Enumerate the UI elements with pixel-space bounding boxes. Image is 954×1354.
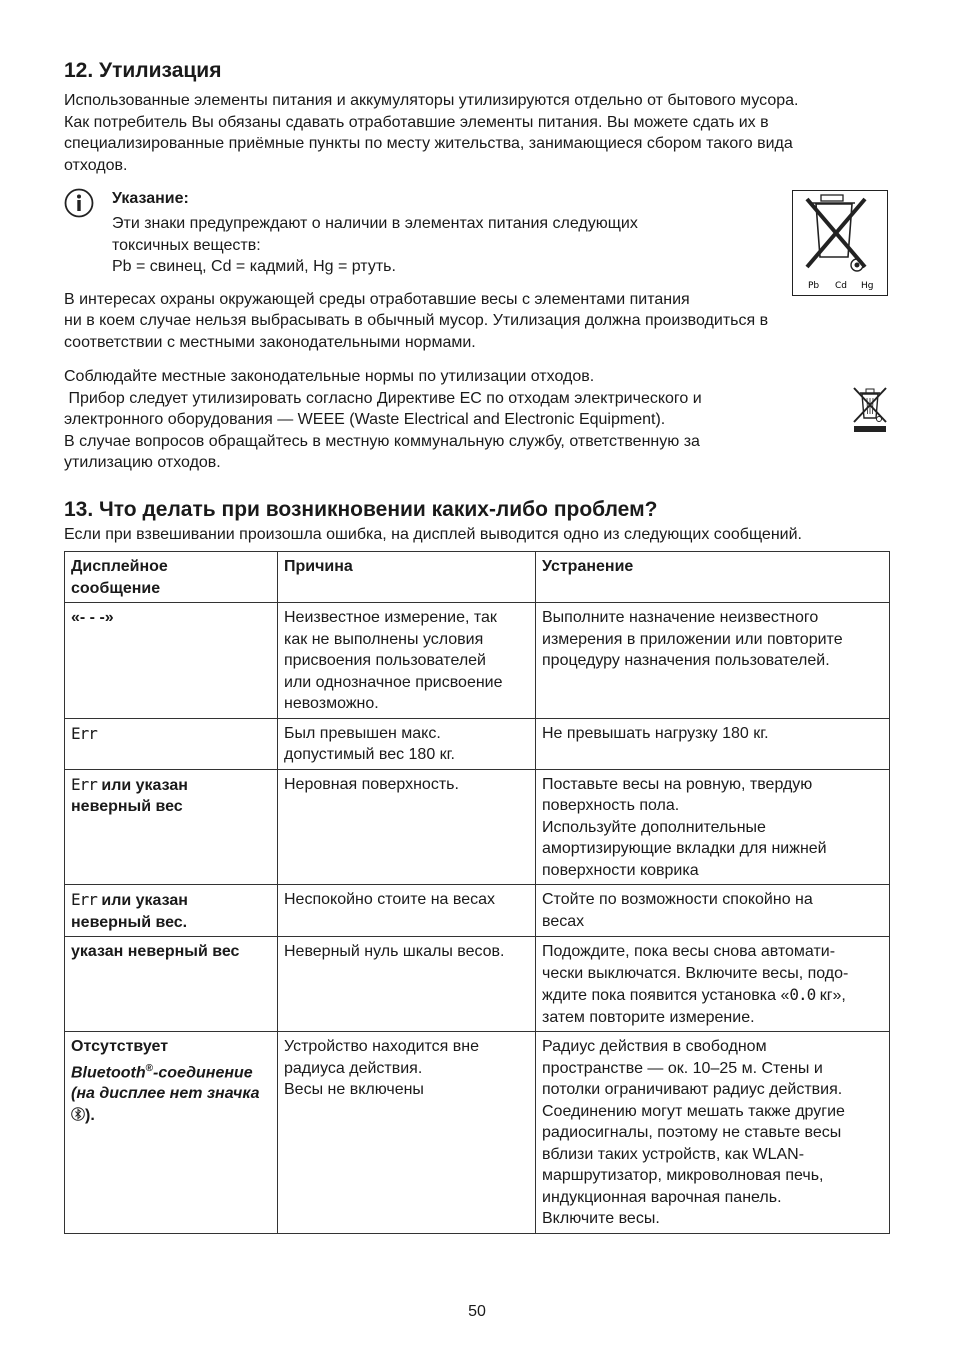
cell-cause: [278, 1032, 536, 1234]
cell-cause: [278, 769, 536, 885]
intro-line: специализированные приёмные пункты по месту жительства, занимающиеся сбором такого вида: [64, 135, 793, 152]
cell-line: радиуса действия.: [284, 1059, 423, 1077]
env-line: соответствии с местными законодательными нормами.: [64, 333, 476, 351]
cell-line: как не выполнены условия: [284, 630, 484, 648]
display-line: Отсутствует: [71, 1038, 169, 1055]
page-number: 50: [468, 1303, 486, 1320]
note-line: Эти знаки предупреждают о наличии в элементах питания следующих: [112, 215, 638, 232]
cell-display: [65, 769, 278, 885]
cell-line: Устройство находится вне: [284, 1038, 480, 1055]
cell-cause: [278, 885, 536, 937]
cell-line: Выполните назначение неизвестного: [542, 609, 819, 626]
cell-cause: [278, 937, 536, 1032]
bluetooth-icon: [71, 1106, 85, 1122]
cell-fix: [536, 885, 890, 937]
cell-line: присвоения пользователей: [284, 652, 486, 669]
environment-paragraph: [64, 289, 890, 354]
cell-line: Соединению могут мешать также другие: [542, 1102, 845, 1120]
cell-line: амортизирующие вкладки для нижней: [542, 840, 827, 857]
cell-line: Неизвестное измерение, так: [284, 609, 497, 626]
header-display: Дисплейное сообщение: [65, 552, 278, 603]
troubleshooting-table: [64, 551, 890, 1234]
cell-fix: [536, 603, 890, 719]
cell-line: Неверный нуль шкалы весов.: [284, 943, 505, 960]
section-13-title: 13. Что делать при возникновении каких-либо проблем?: [64, 497, 658, 521]
err-code: Err: [71, 774, 97, 794]
display-line: ).: [85, 1106, 95, 1124]
cell-line: радиосигналы, поэтому не ставьте весы: [542, 1124, 842, 1141]
weee-line: В случае вопросов обращайтесь в местную коммунальную службу, ответственную за: [64, 432, 700, 450]
table-header-row: [65, 552, 890, 603]
cell-line: Весы не включены: [284, 1081, 424, 1098]
cell-fix: [536, 1032, 890, 1234]
cell-line: Стойте по возможности спокойно на: [542, 891, 813, 908]
table-row: [65, 937, 890, 1032]
crossed-bin-icon: [793, 191, 886, 294]
registered-mark: ®: [145, 1062, 154, 1074]
cell-line: потолки ограничивают радиус действия.: [542, 1081, 843, 1098]
cell-fix: [536, 937, 890, 1032]
cell-display: [65, 1032, 278, 1234]
table-row: [65, 1032, 890, 1234]
crossed-bin-battery-icon: [792, 190, 888, 296]
weee-line: Прибор следует утилизировать согласно Директиве ЕС по отходам электрического и: [64, 389, 702, 407]
header-cause: Причина: [278, 552, 536, 603]
cell-line: Неспокойно стоите на весах: [284, 891, 495, 908]
cell-fix: [536, 769, 890, 885]
env-line: В интересах охраны окружающей среды отработавшие весы с элементами питания: [64, 290, 690, 308]
weee-line: Соблюдайте местные законодательные нормы по утилизации отходов.: [64, 368, 595, 385]
cell-line: процедуру назначения пользователей.: [542, 652, 830, 669]
page-content: [64, 58, 890, 1234]
label-cd: Cd: [835, 281, 847, 291]
cell-fix: [536, 718, 890, 769]
cell-line: Используйте дополнительные: [542, 818, 766, 836]
cell-cause: [278, 603, 536, 719]
cell-line: поверхности коврика: [542, 861, 699, 879]
display-line: неверный вес.: [71, 913, 188, 931]
cell-cause: [278, 718, 536, 769]
display-suffix: или указан: [96, 776, 188, 794]
note-block: [64, 188, 890, 278]
weee-line: утилизацию отходов.: [64, 454, 221, 471]
cell-line: маршрутизатор, микроволновая печь,: [542, 1167, 824, 1184]
display-line: неверный вес: [71, 798, 183, 815]
table-row: [65, 603, 890, 719]
cell-line: индукционная варочная панель.: [542, 1188, 782, 1206]
cell-display: указан неверный вес: [65, 937, 278, 1032]
weee-line: электронного оборудования — WEEE (Waste Electrical and Electronic Equipment).: [64, 411, 666, 428]
cell-line: Радиус действия в свободном: [542, 1038, 767, 1055]
display-line: -соединение: [153, 1063, 253, 1081]
cell-line: Неровная поверхность.: [284, 775, 459, 793]
section-12-title: 12. Утилизация: [64, 59, 222, 82]
cell-line: измерения в приложении или повторите: [542, 630, 843, 648]
intro-line: отходов.: [64, 156, 128, 174]
label-hg: Hg: [861, 281, 874, 291]
section-12-intro: [64, 90, 890, 176]
section-13-intro: Если при взвешивании произошла ошибка, на дисплей выводится одно из следующих сообщений.: [64, 525, 802, 543]
table-row: [65, 718, 890, 769]
intro-line: Использованные элементы питания и аккумуляторы утилизируются отдельно от бытового мусора.: [64, 92, 799, 109]
cell-display: [65, 885, 278, 937]
note-text: [112, 213, 712, 278]
cell-line: Подождите, пока весы снова автомати-: [542, 943, 836, 960]
cell-line: или однозначное присвоение: [284, 673, 503, 691]
cell-line: кг»,: [815, 987, 846, 1004]
table-row: [65, 769, 890, 885]
cell-line: пространстве — ок. 10–25 м. Стены и: [542, 1059, 823, 1077]
env-line: ни в коем случае нельзя выбрасывать в обычный мусор. Утилизация должна производиться в: [64, 312, 769, 329]
note-line: Pb = свинец, Cd = кадмий, Hg = ртуть.: [112, 258, 396, 275]
header-fix: Устранение: [536, 552, 890, 603]
intro-line: Как потребитель Вы обязаны сдавать отработавшие элементы питания. Вы можете сдать их в: [64, 113, 769, 131]
info-icon: [64, 188, 94, 218]
cell-line: Включите весы.: [542, 1210, 660, 1227]
cell-line: Поставьте весы на ровную, твердую: [542, 775, 813, 793]
display-suffix: или указан: [96, 892, 188, 909]
bluetooth-label: Bluetooth: [71, 1063, 146, 1081]
weee-crossed-bin-icon: [850, 384, 890, 434]
cell-line: поверхность пола.: [542, 797, 680, 814]
cell-line: Не превышать нагрузку 180 кг.: [542, 724, 769, 742]
cell-line: Был превышен макс.: [284, 724, 441, 742]
weee-paragraph: [64, 366, 890, 474]
display-line: (на дисплее нет значка: [71, 1085, 260, 1103]
cell-display: «- - -»: [65, 603, 278, 719]
cell-line: допустимый вес 180 кг.: [284, 746, 455, 763]
cell-display: [65, 718, 278, 769]
note-line: токсичных веществ:: [112, 236, 261, 254]
cell-line: невозможно.: [284, 695, 379, 712]
cell-line: затем повторите измерение.: [542, 1008, 755, 1026]
label-pb: Pb: [808, 281, 820, 291]
err-code: Err: [71, 723, 97, 743]
cell-line: вблизи таких устройств, как WLAN-: [542, 1145, 805, 1163]
cell-line: чески выключатся. Включите весы, подо-: [542, 964, 849, 982]
zero-display-code: 0.0: [789, 985, 816, 1004]
err-code: Err: [71, 890, 97, 909]
note-title: Указание:: [112, 190, 189, 207]
cell-line: ждите пока появится установка «: [542, 987, 790, 1004]
table-row: [65, 885, 890, 937]
cell-line: весах: [542, 912, 585, 930]
